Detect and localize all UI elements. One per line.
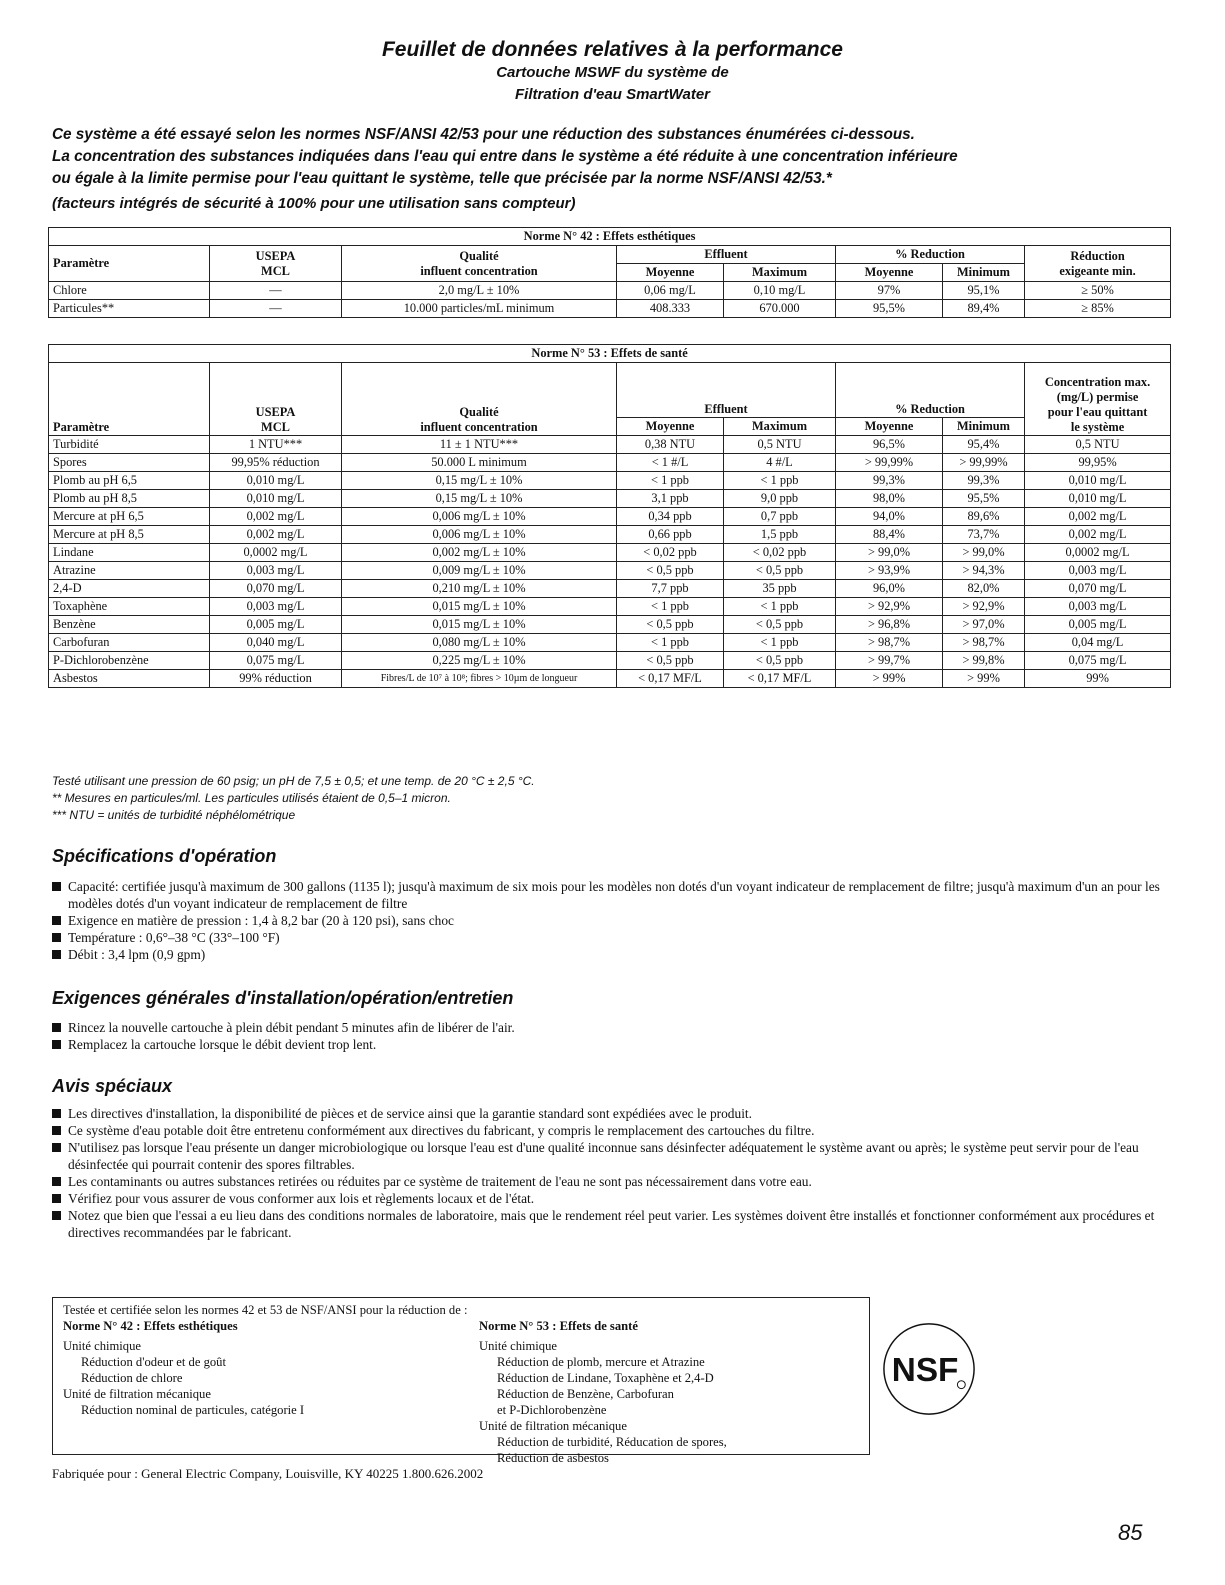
cell-effluent-max: 0,10 mg/L [724,282,836,300]
square-bullet-icon [52,1211,61,1220]
cell-mcl: 0,002 mg/L [210,508,342,526]
cell-reduction-avg: 88,4% [836,526,943,544]
table-row [49,436,1171,454]
cell-influent-quality: 0,15 mg/L ± 10% [342,472,617,490]
col-header-red-avg: Moyenne [836,264,943,282]
table-row [49,562,1171,580]
cert-line: Réduction de plomb, mercure et Atrazine [497,1355,705,1369]
square-bullet-icon [52,1126,61,1135]
section-heading-special-notices: Avis spéciaux [52,1076,173,1096]
cell-effluent-max: < 1 ppb [724,634,836,652]
intro-line-1: Ce système a été essayé selon les normes NSF/ANSI 42/53 pour une réduction des substances énumérées ci-dessous. [52,126,915,143]
section-heading-installation: Exigences générales d'installation/opération/entretien [52,988,514,1008]
cell-param: Spores [49,454,210,472]
list-item-text: Débit : 3,4 lpm (0,9 gpm) [68,947,206,962]
cell-required-reduction: ≥ 85% [1025,300,1171,318]
cell-influent-quality: 0,080 mg/L ± 10% [342,634,617,652]
col-header-red-min: Minimum [943,418,1025,436]
col-header-eff-max: Maximum [724,264,836,282]
list-item [52,1139,1177,1173]
cell-effluent-avg: < 0,02 ppb [617,544,724,562]
cell-reduction-min: 89,6% [943,508,1025,526]
cell-effluent-avg: < 0,5 ppb [617,652,724,670]
cert-left-lines [63,1338,463,1418]
col-header-eff-avg: Moyenne [617,418,724,436]
cert-line: Réduction de chlore [81,1371,183,1385]
nsf-logo-text: NSF [891,1351,959,1389]
table-row [49,580,1171,598]
cell-effluent-max: 0,7 ppb [724,508,836,526]
cell-reduction-avg: 97% [836,282,943,300]
cell-effluent-avg: 7,7 ppb [617,580,724,598]
square-bullet-icon [52,1194,61,1203]
table-row [49,616,1171,634]
square-bullet-icon [52,1143,61,1152]
cell-effluent-max: 4 #/L [724,454,836,472]
list-item [52,1105,1177,1122]
col-header-quality: Qualité influent concentration [342,246,617,282]
cell-param: 2,4-D [49,580,210,598]
cell-reduction-min: > 98,7% [943,634,1025,652]
cell-effluent-avg: < 1 ppb [617,634,724,652]
cell-influent-quality: 0,006 mg/L ± 10% [342,526,617,544]
cell-required-reduction: ≥ 50% [1025,282,1171,300]
list-item-text: N'utilisez pas lorsque l'eau présente un danger microbiologique ou lorsque l'eau est d'une qualité inconnue sans désinfecter adéquatement le système avant ou après; le système peut servir pour de l'eau désinfectée qui pourrait contenir des spores filtrables. [68,1140,1139,1172]
cell-max-concentration: 99% [1025,670,1171,688]
cell-reduction-min: 95,4% [943,436,1025,454]
list-item [52,946,1177,963]
cell-effluent-avg: < 1 ppb [617,472,724,490]
cell-mcl: 0,010 mg/L [210,472,342,490]
cell-reduction-min: > 99,99% [943,454,1025,472]
table-53-body [49,436,1171,688]
table-row [49,634,1171,652]
cert-left-title: Norme N° 42 : Effets esthétiques [63,1319,238,1333]
cert-right-column [479,1302,859,1466]
cell-max-concentration: 0,0002 mg/L [1025,544,1171,562]
intro-block [52,124,1182,215]
cert-right-lines [479,1338,859,1466]
cell-reduction-min: > 99,0% [943,544,1025,562]
cell-reduction-avg: 95,5% [836,300,943,318]
cell-reduction-min: 82,0% [943,580,1025,598]
cell-influent-quality: Fibres/L de 10⁷ à 10⁸; fibres > 10µm de longueur [342,670,617,688]
cell-param: Mercure at pH 8,5 [49,526,210,544]
col-header-eff-max: Maximum [724,418,836,436]
table-42-body [49,282,1171,318]
footnote-particles: ** Mesures en particules/ml. Les particules utilisés étaient de 0,5–1 micron. [52,791,451,805]
cell-effluent-avg: 408.333 [617,300,724,318]
cell-reduction-avg: 98,0% [836,490,943,508]
cell-param: Turbidité [49,436,210,454]
cert-line: Réduction de Benzène, Carbofuran [497,1387,674,1401]
table-row [49,544,1171,562]
cert-line: Réduction de turbidité, Réducation de spores, [497,1435,727,1449]
cell-effluent-max: 1,5 ppb [724,526,836,544]
cell-reduction-min: 89,4% [943,300,1025,318]
table-footnotes [52,773,535,824]
cell-reduction-avg: > 98,7% [836,634,943,652]
list-item [52,1190,1177,1207]
cert-line: Unité de filtration mécanique [63,1387,211,1401]
table-42-caption: Norme N° 42 : Effets esthétiques [49,228,1171,246]
cell-effluent-avg: < 0,5 ppb [617,616,724,634]
table-row [49,490,1171,508]
cell-param: P-Dichlorobenzène [49,652,210,670]
cell-mcl: 0,040 mg/L [210,634,342,652]
cell-reduction-min: 73,7% [943,526,1025,544]
cell-max-concentration: 99,95% [1025,454,1171,472]
list-item [52,912,1177,929]
cell-influent-quality: 0,15 mg/L ± 10% [342,490,617,508]
col-header-reduction: % Reduction [836,246,1025,264]
cell-effluent-avg: < 1 #/L [617,454,724,472]
cell-max-concentration: 0,003 mg/L [1025,562,1171,580]
cell-reduction-avg: 96,5% [836,436,943,454]
cell-influent-quality: 11 ± 1 NTU*** [342,436,617,454]
cell-effluent-max: < 0,5 ppb [724,652,836,670]
col-header-usepa: USEPA MCL [210,246,342,282]
cell-effluent-max: < 0,5 ppb [724,562,836,580]
cell-influent-quality: 0,210 mg/L ± 10% [342,580,617,598]
list-item [52,1122,1177,1139]
cell-effluent-max: < 0,17 MF/L [724,670,836,688]
cell-max-concentration: 0,010 mg/L [1025,490,1171,508]
cell-effluent-avg: < 0,17 MF/L [617,670,724,688]
col-header-required-reduction: Réduction exigeante min. [1025,246,1171,282]
table-row [49,300,1171,318]
cell-influent-quality: 0,015 mg/L ± 10% [342,616,617,634]
list-item-text: Les directives d'installation, la disponibilité de pièces et de service ainsi que la garantie standard sont expédiées avec le produit. [68,1106,752,1121]
cell-max-concentration: 0,5 NTU [1025,436,1171,454]
cell-mcl: 99,95% réduction [210,454,342,472]
cell-effluent-max: 0,5 NTU [724,436,836,454]
list-item [52,1036,1177,1053]
footnote-ntu: *** NTU = unités de turbidité néphélométrique [52,808,296,822]
table-row [49,652,1171,670]
cell-effluent-max: < 1 ppb [724,472,836,490]
cell-effluent-max: < 1 ppb [724,598,836,616]
cell-max-concentration: 0,070 mg/L [1025,580,1171,598]
cell-param: Mercure at pH 6,5 [49,508,210,526]
cell-reduction-avg: > 99% [836,670,943,688]
cell-mcl: 0,0002 mg/L [210,544,342,562]
col-header-quality: Qualité influent concentration [342,363,617,436]
col-header-max-concentration: Concentration max. (mg/L) permise pour l'eau quittant le système [1025,363,1171,436]
cell-influent-quality: 2,0 mg/L ± 10% [342,282,617,300]
square-bullet-icon [52,916,61,925]
cell-reduction-min: > 92,9% [943,598,1025,616]
cell-effluent-max: 35 ppb [724,580,836,598]
square-bullet-icon [52,933,61,942]
cell-reduction-avg: > 99,0% [836,544,943,562]
cell-effluent-avg: 3,1 ppb [617,490,724,508]
cell-mcl: 0,010 mg/L [210,490,342,508]
cell-influent-quality: 0,002 mg/L ± 10% [342,544,617,562]
cell-reduction-avg: > 92,9% [836,598,943,616]
cell-reduction-min: 95,1% [943,282,1025,300]
cell-mcl: 0,002 mg/L [210,526,342,544]
cell-influent-quality: 0,009 mg/L ± 10% [342,562,617,580]
col-header-red-min: Minimum [943,264,1025,282]
table-row [49,670,1171,688]
cert-right-title: Norme N° 53 : Effets de santé [479,1319,638,1333]
cell-reduction-min: > 97,0% [943,616,1025,634]
col-header-param: Paramètre [49,363,210,436]
cell-effluent-max: 9,0 ppb [724,490,836,508]
cell-effluent-avg: 0,06 mg/L [617,282,724,300]
cell-param: Plomb au pH 8,5 [49,490,210,508]
table-53-caption: Norme N° 53 : Effets de santé [49,345,1171,363]
list-item-text: Vérifiez pour vous assurer de vous conformer aux lois et règlements locaux et de l'état. [68,1191,535,1206]
table-row [49,508,1171,526]
cell-influent-quality: 50.000 L minimum [342,454,617,472]
page-subtitle-1: Cartouche MSWF du système de [496,64,729,81]
cell-param: Asbestos [49,670,210,688]
cell-reduction-min: > 99% [943,670,1025,688]
cell-mcl: — [210,300,342,318]
square-bullet-icon [52,1177,61,1186]
cell-influent-quality: 10.000 particles/mL minimum [342,300,617,318]
list-item-text: Ce système d'eau potable doit être entretenu conformément aux directives du fabricant, y compris le remplacement des cartouches du filtre. [68,1123,815,1138]
square-bullet-icon [52,1040,61,1049]
cell-effluent-avg: < 1 ppb [617,598,724,616]
cell-influent-quality: 0,015 mg/L ± 10% [342,598,617,616]
cell-effluent-max: 670.000 [724,300,836,318]
cert-line: Réduction d'odeur et de goût [81,1355,226,1369]
cert-line: Unité de filtration mécanique [479,1419,627,1433]
square-bullet-icon [52,882,61,891]
cell-influent-quality: 0,225 mg/L ± 10% [342,652,617,670]
cell-param: Lindane [49,544,210,562]
cell-mcl: 99% réduction [210,670,342,688]
list-item-text: Température : 0,6°–38 °C (33°–100 °F) [68,930,280,945]
page-subtitle-2: Filtration d'eau SmartWater [515,86,710,103]
nsf-logo [880,1320,978,1418]
cell-effluent-max: < 0,5 ppb [724,616,836,634]
cell-effluent-max: < 0,02 ppb [724,544,836,562]
list-item-text: Capacité: certifiée jusqu'à maximum de 300 gallons (1135 l); jusqu'à maximum de six mois pour les modèles non dotés d'un voyant indicateur de remplacement de filtre; jusqu'à maximum d'un an pour les modèles dotés d'un voyant indicateur de remplacement de filtre [68,879,1160,911]
cell-max-concentration: 0,002 mg/L [1025,526,1171,544]
cell-max-concentration: 0,005 mg/L [1025,616,1171,634]
cell-reduction-avg: 96,0% [836,580,943,598]
list-item [52,929,1177,946]
cell-param: Toxaphène [49,598,210,616]
cell-mcl: 0,075 mg/L [210,652,342,670]
cell-reduction-min: > 94,3% [943,562,1025,580]
intro-line-2: La concentration des substances indiquées dans l'eau qui entre dans le système a été réduite à une concentration inférieure [52,148,958,165]
cell-reduction-avg: > 99,7% [836,652,943,670]
page-title: Feuillet de données relatives à la performance [381,38,843,61]
table-row [49,472,1171,490]
col-header-param: Paramètre [49,246,210,282]
installation-list [52,1019,1177,1053]
cell-effluent-avg: 0,34 ppb [617,508,724,526]
cell-reduction-avg: > 96,8% [836,616,943,634]
cert-intro: Testée et certifiée selon les normes 42 et 53 de NSF/ANSI pour la réduction de : [63,1303,468,1317]
cell-mcl: 0,005 mg/L [210,616,342,634]
list-item [52,878,1177,912]
square-bullet-icon [52,950,61,959]
cell-reduction-avg: 99,3% [836,472,943,490]
square-bullet-icon [52,1023,61,1032]
cell-max-concentration: 0,002 mg/L [1025,508,1171,526]
cert-line: Réduction nominal de particules, catégorie I [81,1403,305,1417]
certification-box [52,1297,870,1465]
square-bullet-icon [52,1109,61,1118]
cell-max-concentration: 0,010 mg/L [1025,472,1171,490]
cell-effluent-avg: 0,38 NTU [617,436,724,454]
table-row [49,526,1171,544]
safety-factors-note: (facteurs intégrés de sécurité à 100% pour une utilisation sans compteur) [52,195,576,212]
cell-reduction-min: > 99,8% [943,652,1025,670]
cell-reduction-min: 99,3% [943,472,1025,490]
cell-max-concentration: 0,04 mg/L [1025,634,1171,652]
col-header-red-avg: Moyenne [836,418,943,436]
footnote-test-conditions: Testé utilisant une pression de 60 psig; un pH de 7,5 ± 0,5; et une temp. de 20 °C ± 2,5 °C. [52,774,535,788]
table-row [49,454,1171,472]
cell-effluent-avg: 0,66 ppb [617,526,724,544]
page-number: 85 [1118,1520,1143,1545]
cell-reduction-min: 95,5% [943,490,1025,508]
table-row [49,598,1171,616]
cell-max-concentration: 0,075 mg/L [1025,652,1171,670]
cell-param: Particules** [49,300,210,318]
col-header-reduction: % Reduction [836,363,1025,418]
cell-mcl: 0,070 mg/L [210,580,342,598]
col-header-usepa: USEPA MCL [210,363,342,436]
cert-line: Unité chimique [479,1339,557,1353]
list-item [52,1019,1177,1036]
cell-mcl: 0,003 mg/L [210,562,342,580]
list-item-text: Exigence en matière de pression : 1,4 à 8,2 bar (20 à 120 psi), sans choc [68,913,454,928]
cert-line: Unité chimique [63,1339,141,1353]
cell-reduction-avg: > 99,99% [836,454,943,472]
cell-param: Plomb au pH 6,5 [49,472,210,490]
list-item [52,1207,1177,1241]
cell-param: Benzène [49,616,210,634]
cell-reduction-avg: > 93,9% [836,562,943,580]
manufacturer-line: Fabriquée pour : General Electric Company, Louisville, KY 40225 1.800.626.2002 [52,1466,484,1481]
list-item-text: Notez que bien que l'essai a eu lieu dans des conditions normales de laboratoire, mais que le rendement réel peut varier. Les systèmes doivent être installés et fonctionner conformément aux procédures et directives recommandées par le fabricant. [68,1208,1155,1240]
cell-mcl: 0,003 mg/L [210,598,342,616]
cell-param: Carbofuran [49,634,210,652]
col-header-eff-avg: Moyenne [617,264,724,282]
table-norm-53 [48,344,1171,688]
special-notices-list [52,1105,1177,1241]
col-header-effluent: Effluent [617,363,836,418]
cell-param: Chlore [49,282,210,300]
section-heading-specifications: Spécifications d'opération [52,846,277,866]
list-item-text: Remplacez la cartouche lorsque le débit devient trop lent. [68,1037,377,1052]
intro-line-3: ou égale à la limite permise pour l'eau quittant le système, telle que précisée par la norme NSF/ANSI 42/53.* [52,170,832,187]
table-row [49,282,1171,300]
cell-influent-quality: 0,006 mg/L ± 10% [342,508,617,526]
cell-effluent-avg: < 0,5 ppb [617,562,724,580]
cert-left-column [63,1302,468,1418]
cell-mcl: — [210,282,342,300]
cert-line: Réduction de asbestos [497,1451,609,1465]
specifications-list [52,878,1177,963]
cell-reduction-avg: 94,0% [836,508,943,526]
cert-line: et P-Dichlorobenzène [497,1403,607,1417]
cell-max-concentration: 0,003 mg/L [1025,598,1171,616]
cert-line: Réduction de Lindane, Toxaphène et 2,4-D [497,1371,714,1385]
cell-mcl: 1 NTU*** [210,436,342,454]
cell-param: Atrazine [49,562,210,580]
list-item-text: Rincez la nouvelle cartouche à plein débit pendant 5 minutes afin de libérer de l'air. [68,1020,515,1035]
list-item-text: Les contaminants ou autres substances retirées ou réduites par ce système de traitement de l'eau ne sont pas nécessairement dans votre eau. [68,1174,812,1189]
list-item [52,1173,1177,1190]
table-norm-42 [48,227,1171,318]
col-header-effluent: Effluent [617,246,836,264]
